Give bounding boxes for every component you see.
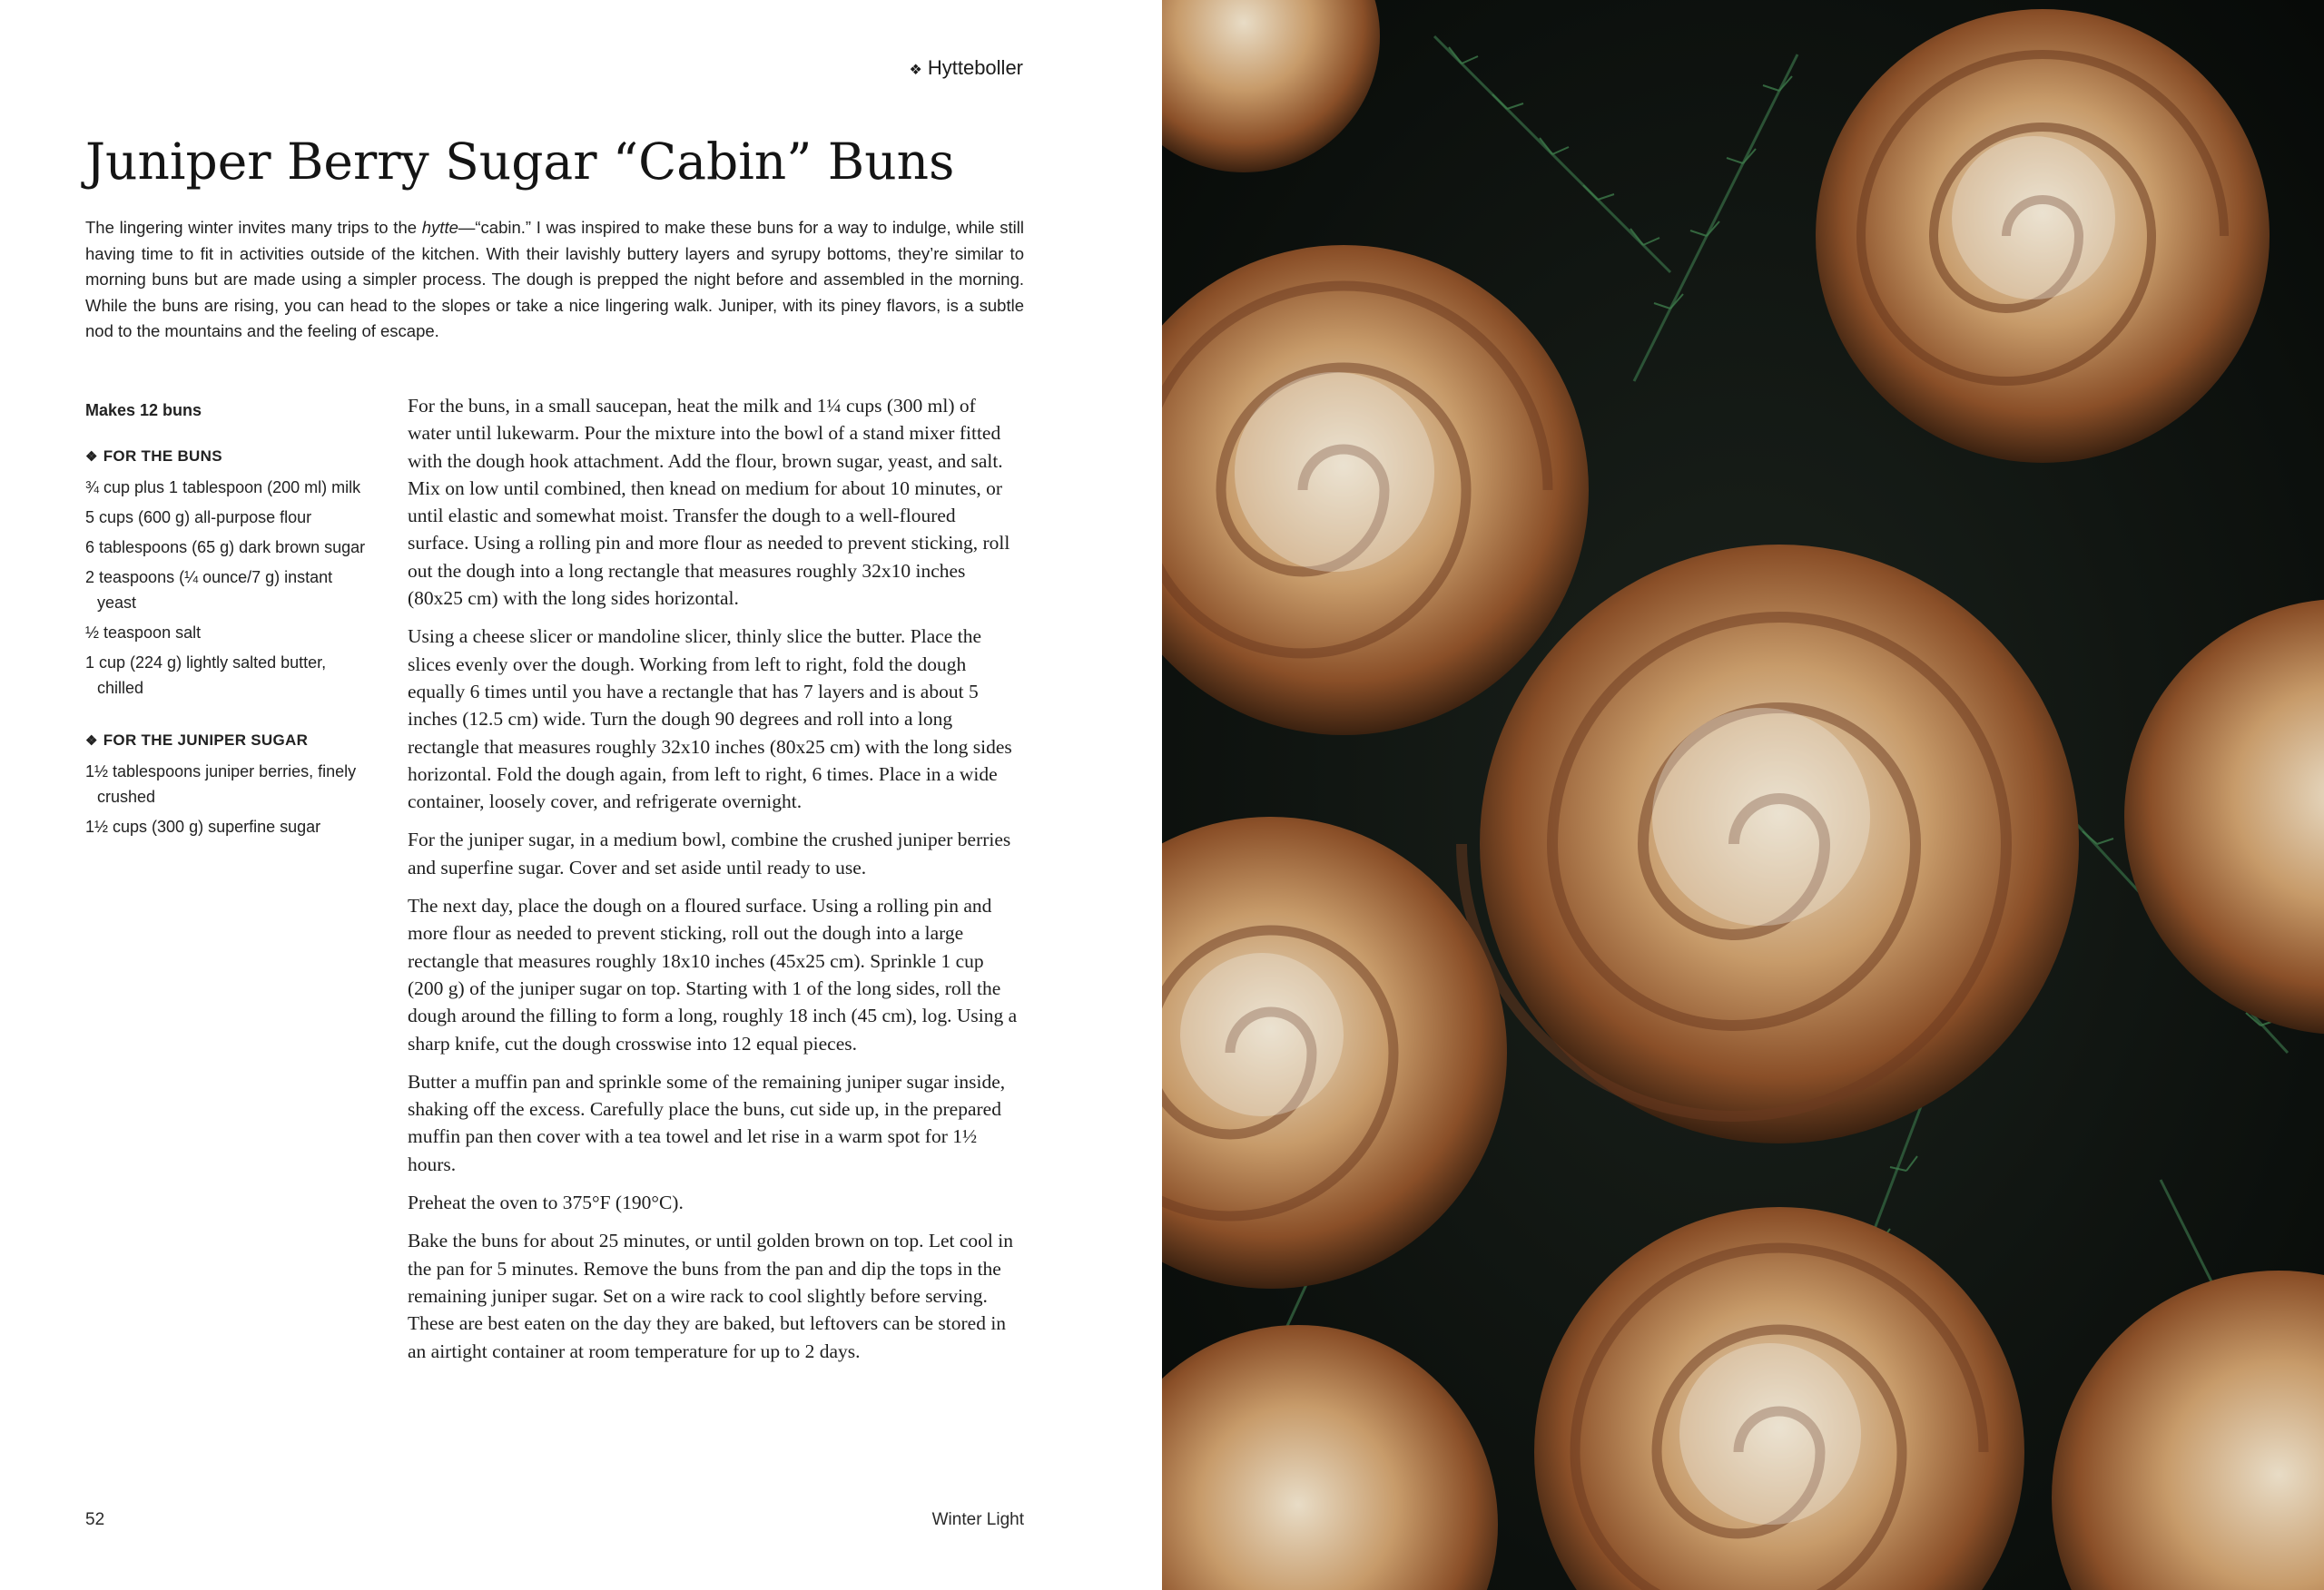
ingredients-list-buns: [85, 475, 376, 701]
method-column: [408, 392, 1020, 1376]
section-name: Winter Light: [931, 1510, 1024, 1529]
buns-photo: [1162, 0, 2324, 1590]
ingredient-item: 1½ tablespoons juniper berries, finely crushed: [85, 762, 357, 806]
method-step: Preheat the oven to 375°F (190°C).: [408, 1192, 684, 1214]
ornament-icon: ❖: [909, 63, 922, 78]
intro-text-start: The lingering winter invites many trips to the: [85, 218, 422, 237]
method-step: Butter a muffin pan and sprinkle some of the remaining juniper sugar inside, shaking off the excess. Carefully place the buns, cut side up, in the prepared muffin pan then cover with a tea towel and let rise in a warm spot for 1½ hours.: [408, 1070, 1006, 1175]
buns-photo-illustration: [1162, 0, 2324, 1590]
ingredient-item: 2 teaspoons (¼ ounce/7 g) instant yeast: [85, 568, 333, 612]
page-number: 52: [85, 1510, 105, 1529]
recipe-yield: Makes 12 buns: [85, 401, 202, 419]
method-step: Using a cheese slicer or mandoline slicer, thinly slice the butter. Place the slices evenly over the dough. Working from left to right, fold the dough equally 6 times until you have a rectangle that has 7 layers and is about 5 inches (12.5 cm) wide. Turn the dough 90 degrees and roll into a long rectangle that measures roughly 32x10 inches (80x25 cm) with the long sides horizontal. Fold the dough again, from left to right, 6 times. Place in a wide container, loosely cover, and refrigerate overnight.: [408, 625, 1012, 813]
ingredient-item: 5 cups (600 g) all-purpose flour: [85, 508, 312, 526]
method-step: For the juniper sugar, in a medium bowl, combine the crushed juniper berries and superfine sugar. Cover and set aside until ready to use.: [408, 829, 1011, 878]
running-head-text: Hytteboller: [927, 56, 1023, 79]
ingredient-item: 1 cup (224 g) lightly salted butter, chilled: [85, 653, 327, 697]
ingredients-heading-juniper-sugar: ❖ FOR THE JUNIPER SUGAR: [85, 731, 309, 749]
ingredient-item: 6 tablespoons (65 g) dark brown sugar: [85, 538, 366, 556]
method-step: The next day, place the dough on a floured surface. Using a rolling pin and more flour as needed to prevent sticking, roll out the dough into a large rectangle that measures roughly 18x10 inches (45x25 cm). Sprinkle 1 cup (200 g) of the juniper sugar on top. Starting with 1 of the long sides, roll the dough around the filling to form a long, roughly 18 inch (45 cm), log. Using a sharp knife, cut the dough crosswise into 12 equal pieces.: [408, 895, 1018, 1055]
method-step: Bake the buns for about 25 minutes, or until golden brown on top. Let cool in the pan for 5 minutes. Remove the buns from the pan and dip the tops in the remaining juniper sugar. Set on a wire rack to cool slightly before serving. These are best eaten on the day they are baked, but leftovers can be stored in an airtight container at room temperature for up to 2 days.: [408, 1230, 1013, 1362]
running-head: [910, 56, 1024, 80]
intro-text-end: —“cabin.” I was inspired to make these buns for a way to indulge, while still having time to fit in activities outside of the kitchen. With their lavishly buttery layers and syrupy bottoms, they’re similar to morning buns but are made using a simpler process. The dough is prepped the night before and assembled in the morning. While the buns are rising, you can head to the slopes or take a nice lingering walk. Juniper, with its piney flavors, is a subtle nod to the mountains and the feeling of escape.: [85, 218, 1024, 340]
ingredients-heading-buns: ❖ FOR THE BUNS: [85, 447, 222, 465]
ingredient-item: ¾ cup plus 1 tablespoon (200 ml) milk: [85, 478, 361, 496]
ornament-icon: ❖: [85, 449, 98, 465]
intro-italic-word: hytte: [421, 218, 458, 237]
recipe-intro: [85, 215, 1024, 345]
ingredients-list-juniper-sugar: [85, 759, 376, 839]
ingredients-column: [85, 398, 376, 867]
ingredient-item: ½ teaspoon salt: [85, 623, 202, 642]
ingredient-item: 1½ cups (300 g) superfine sugar: [85, 818, 321, 836]
method-step: For the buns, in a small saucepan, heat the milk and 1¼ cups (300 ml) of water until lukewarm. Pour the mixture into the bowl of a stand mixer fitted with the dough hook attachment. Add the flour, brown sugar, yeast, and salt. Mix on low until combined, then knead on medium for about 10 minutes, or until elastic and somewhat moist. Transfer the dough to a well-floured surface. Using a rolling pin and more flour as needed to prevent sticking, roll out the dough into a long rectangle that measures roughly 32x10 inches (80x25 cm) with the long sides horizontal.: [408, 395, 1010, 610]
ornament-icon: ❖: [85, 733, 98, 749]
recipe-title: Juniper Berry Sugar “Cabin” Buns: [85, 132, 955, 191]
